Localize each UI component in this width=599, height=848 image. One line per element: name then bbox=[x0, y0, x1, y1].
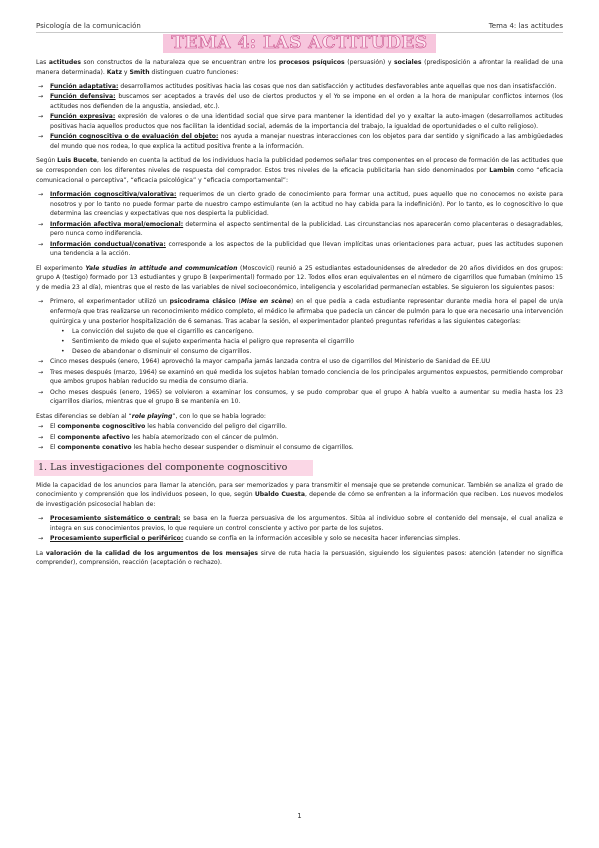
list-item bbox=[36, 388, 563, 407]
bullet-icon: • bbox=[61, 327, 65, 335]
list-text: corresponde a los aspectos de la publicidad que llevan implícitas unas orientaciones para actuar, pues las actitudes suponen una tendencia a la acción. bbox=[50, 240, 563, 258]
title-wrap bbox=[0, 33, 599, 53]
list-text: nos ayuda a manejar nuestras interacciones con los objetos para dar sentido y significado a las ambigüedades del mundo que nos rodea, lo que explica la actitud positiva frente a la información. bbox=[50, 133, 563, 150]
list-text: desarrollamos actitudes positivas hacia las cosas que nos dan satisfacción y actitudes desfavorables ante aquellas que nos dan insatisfacción. bbox=[118, 83, 557, 90]
list-term: Procesamiento sistemático o central: bbox=[50, 515, 181, 523]
list-text: Cinco meses después (enero, 1964) aprovechó la mayor campaña jamás lanzada contra el uso de cigarrillos del Ministerio de Sanidad de EE.UU bbox=[50, 358, 491, 366]
processing-list bbox=[36, 514, 563, 544]
header-right: Tema 4: las actitudes bbox=[488, 22, 563, 30]
list-term: componente cognoscitivo bbox=[57, 423, 146, 431]
experiment-paragraph bbox=[36, 264, 563, 293]
list-text: les había atemorizado con el cáncer de pulmón. bbox=[129, 433, 279, 441]
text: , depende de cómo se enfrenten a la información que reciben. Los nuevos modelos de investigación psicosocial hablan de: bbox=[36, 491, 564, 509]
text: y bbox=[122, 68, 130, 76]
list-term: Función cognoscitiva o de evaluación del objeto: bbox=[50, 133, 219, 141]
text: El bbox=[50, 433, 58, 441]
bold-term: valoración de la calidad de los argumentos de los mensajes bbox=[45, 549, 259, 557]
list-text: cuando se confía en la información accesible y solo se necesita hacer inferencias simples. bbox=[183, 535, 461, 543]
list-item bbox=[50, 347, 563, 357]
arrow-icon: → bbox=[38, 388, 44, 396]
bold-term: psicodrama clásico bbox=[169, 298, 236, 306]
list-item bbox=[36, 82, 563, 92]
section1-paragraph bbox=[36, 481, 563, 510]
list-text: Tres meses después (marzo, 1964) se examinó en qué medida los sujetos habían tomado conciencia de los principales argumentos expuestos, permitiendo comprobar que ambos grupos habían reducido su media de consumo diaria. bbox=[50, 368, 563, 386]
bold-term: Mise en scène bbox=[240, 298, 291, 306]
arrow-icon: → bbox=[38, 368, 44, 376]
text: ( bbox=[235, 298, 241, 306]
arrow-icon: → bbox=[38, 93, 44, 101]
text: Estas diferencias se debían al “ bbox=[36, 412, 132, 420]
list-text: expresión de valores o de una identidad social que sirve para mantener la identidad del yo y exaltar la auto-imagen (desarrollamos actitudes positivas hacia aquellos productos que nos facilitan la identidad social, además de la importancia del trabajo, la igualdad de oportunidades o el culto religioso). bbox=[50, 113, 563, 130]
list-text: les había convencido del peligro del cigarrillo. bbox=[145, 423, 287, 431]
results-list bbox=[36, 422, 563, 452]
text: ”, con lo que se había logrado: bbox=[172, 412, 266, 420]
arrow-icon: → bbox=[38, 358, 44, 366]
text: son constructos de la naturaleza que se encuentran entre los bbox=[80, 59, 279, 66]
bucete-paragraph bbox=[36, 156, 563, 185]
text: Mide la capacidad de los anuncios para llamar la atención, para ser memorizados y para transmitir el mensaje que se pretende comunicar. También se analiza el grado de conocimiento y comprensión que los individuos poseen, lo que, según bbox=[36, 481, 563, 499]
text: ) en el que pedía a cada estudiante representar durante media hora el papel de un/a enfermo/a que tras realizarse un reconocimiento médico completo, el médico le afirmaba que padecía un cáncer de pulmón para lo que era necesario una intervención quirúrgica y una posterior hospitalización de 6 semanas. Tras acabar la sesión, el experimentador planteó preguntas referidas a las siguientes categorías: bbox=[50, 298, 563, 325]
list-item bbox=[36, 368, 563, 387]
text: (Moscovici) reunió a 25 estudiantes estadounidenses de alrededor de 20 años divididos en dos grupos: grupo A (testigo) formado por 13 estudiantes y grupo B (experimental) formado por 12. Todos ellos eran equivalentes en el número de cigarrillos que fumaban (mínimo 15 y de media 23 al día), mientras que el resto de las variables de nivel socioeconómico, inteligencia y escolaridad permanecían estables. Se siguieron los siguientes pasos: bbox=[36, 264, 563, 292]
arrow-icon: → bbox=[38, 191, 44, 198]
arrow-icon: → bbox=[38, 83, 44, 90]
list-item bbox=[36, 514, 563, 533]
bold-term: procesos psíquicos bbox=[278, 59, 345, 66]
page-number: 1 bbox=[297, 812, 302, 820]
list-item bbox=[50, 337, 563, 347]
arrow-icon: → bbox=[38, 298, 44, 306]
list-term: componente afectivo bbox=[57, 433, 130, 441]
text: El bbox=[50, 423, 58, 431]
list-item bbox=[36, 92, 563, 111]
list-item bbox=[36, 422, 563, 432]
text: La bbox=[36, 549, 46, 557]
arrow-icon: → bbox=[38, 535, 44, 543]
text: (predisposición a afrontar la realidad de una manera determinada). bbox=[36, 59, 563, 76]
arrow-icon: → bbox=[38, 515, 44, 523]
bold-term: Luis Bucete bbox=[57, 157, 97, 165]
list-term: Función defensiva: bbox=[50, 93, 116, 101]
differences-paragraph bbox=[36, 412, 563, 422]
bold-term: Lambin bbox=[489, 167, 515, 174]
list-text: Sentimiento de miedo que el sujeto experimenta hacia el peligro que representa el cigarrillo bbox=[72, 337, 355, 345]
text: El bbox=[50, 444, 58, 451]
list-text: La convicción del sujeto de que el cigarrillo es cancerígeno. bbox=[72, 327, 254, 335]
text: Las bbox=[36, 59, 49, 66]
bullet-icon: • bbox=[61, 348, 65, 356]
arrow-icon: → bbox=[38, 433, 44, 441]
arrow-icon: → bbox=[38, 220, 44, 228]
list-item bbox=[36, 443, 563, 453]
arrow-icon: → bbox=[38, 444, 44, 451]
list-item bbox=[36, 433, 563, 443]
bold-term: actitudes bbox=[48, 59, 81, 66]
list-item bbox=[36, 240, 563, 259]
arrow-icon: → bbox=[38, 133, 44, 141]
text: distinguen cuatro funciones: bbox=[149, 68, 239, 76]
bold-term: Yale studies in attitude and communication bbox=[85, 264, 238, 272]
text: Primero, el experimentador utilizó un bbox=[50, 298, 170, 306]
list-term: Información cognoscitiva/valorativa: bbox=[50, 191, 177, 198]
list-text: requerimos de un cierto grado de conocimiento para formar una actitud, pues aquello que no conocemos no existe para nosotros y por lo tanto no puede formar parte de nuestro campo estimulante (en la actitud no hay cabida para la indefinición). Por lo tanto, es lo cognoscitivo lo que determina las creencias y expectativas que nos despierta la publicidad. bbox=[50, 191, 563, 218]
list-term: componente conativo bbox=[57, 444, 132, 451]
list-text: se basa en la fuerza persuasiva de los argumentos. Sitúa al individuo sobre el contenido del mensaje, el cual analiza e integra en sus conocimientos previos, lo que requiere un control consciente y activo por parte de los sujetos. bbox=[50, 515, 563, 533]
list-term: Función adaptativa: bbox=[50, 83, 119, 90]
text: sirve de ruta hacia la persuasión, siguiendo los siguientes pasos: atención (atender no significa comprender), comprensión, reacción (aceptación o rechazo). bbox=[36, 549, 563, 567]
text: , teniendo en cuenta la actitud de los individuos hacia la publicidad podemos señalar tres componentes en el proceso de formación de las actitudes que se corresponden con los diferentes niveles de respuesta del comprador. Estos tres niveles de la eficacia publicitaria han sido denominados por bbox=[36, 157, 563, 174]
text: (persuasión) y bbox=[344, 59, 395, 66]
bold-term: Katz bbox=[106, 68, 122, 76]
categories-list bbox=[50, 327, 563, 357]
arrow-icon: → bbox=[38, 240, 44, 248]
list-text: les había hecho desear suspender o disminuir el consumo de cigarrillos. bbox=[131, 444, 354, 451]
list-item bbox=[36, 220, 563, 239]
valuation-paragraph bbox=[36, 549, 563, 568]
arrow-icon: → bbox=[38, 113, 44, 121]
functions-list bbox=[36, 82, 563, 152]
list-item bbox=[36, 357, 563, 367]
text: El experimento bbox=[36, 264, 86, 272]
list-term: Información afectiva moral/emocional: bbox=[50, 220, 184, 228]
list-item bbox=[36, 297, 563, 356]
list-term: Función expresiva: bbox=[50, 113, 116, 121]
list-text: Deseo de abandonar o disminuir el consumo de cigarrillos. bbox=[72, 348, 252, 356]
text: Según bbox=[36, 157, 58, 165]
list-text: determina el aspecto sentimental de la publicidad. Las circunstancias nos aparecerán como placenteras o desagradables, pero nunca como indiferencia. bbox=[50, 220, 563, 238]
list-item bbox=[36, 534, 563, 544]
bullet-icon: • bbox=[61, 337, 65, 345]
list-item bbox=[36, 132, 563, 151]
section-heading: 1. Las investigaciones del componente cognoscitivo bbox=[34, 460, 313, 476]
list-item bbox=[36, 112, 563, 131]
page-title: TEMA 4: LAS ACTITUDES bbox=[163, 34, 435, 53]
steps-list bbox=[36, 297, 563, 407]
list-term: Información conductual/conativa: bbox=[50, 240, 166, 248]
intro-paragraph bbox=[36, 58, 563, 77]
list-item bbox=[36, 190, 563, 219]
components-list bbox=[36, 190, 563, 259]
list-text: buscamos ser aceptados a través del uso de ciertos productos y el Yo se impone en el orden a la hora de manipular conflictos internos (los actitudes nos defienden de la angustia, ansiedad, etc.). bbox=[50, 93, 563, 110]
list-text: Ocho meses después (enero, 1965) se volvieron a examinar los consumos, y se pudo comprobar que el grupo A había vuelto a aumentar su media hasta los 23 cigarrillos diarios, mientras que el grupo B se mantenía en 10. bbox=[50, 388, 563, 406]
text: como “eficacia comunicacional o perceptiva”, “eficacia psicológica” y “eficacia comportamental”: bbox=[36, 167, 563, 184]
bold-term: role playing bbox=[131, 412, 173, 420]
bold-term: Smith bbox=[129, 68, 150, 76]
list-term: Procesamiento superficial o periférico: bbox=[50, 535, 184, 543]
arrow-icon: → bbox=[38, 423, 44, 431]
list-item bbox=[50, 327, 563, 337]
bold-term: sociales bbox=[394, 59, 422, 66]
header-left: Psicología de la comunicación bbox=[36, 22, 141, 30]
bold-term: Ubaldo Cuesta bbox=[254, 491, 305, 499]
main-content bbox=[36, 58, 563, 573]
